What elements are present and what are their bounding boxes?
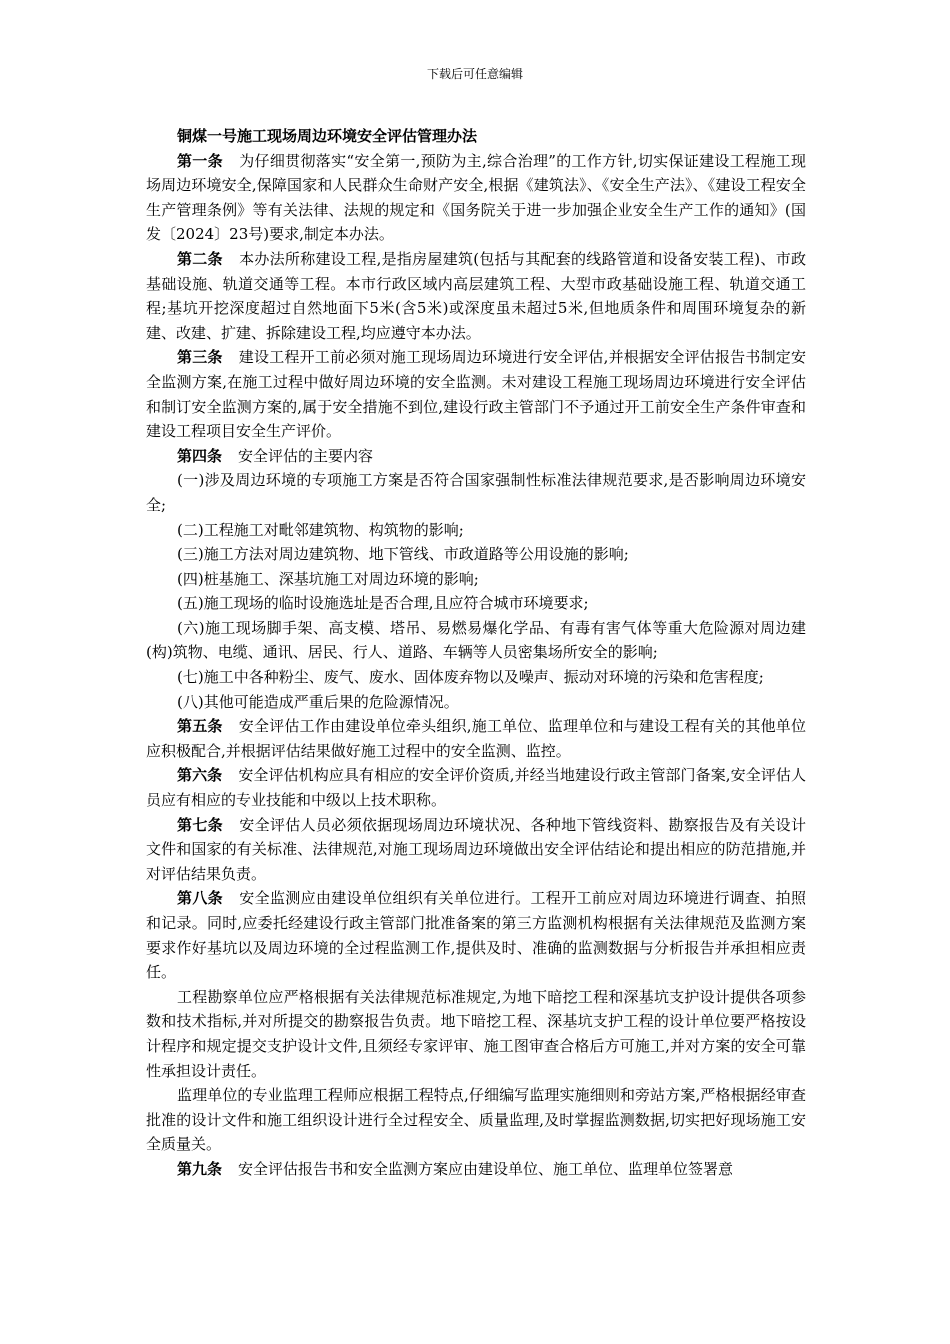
article-paragraph	[146, 444, 806, 469]
paragraph-text: (八)其他可能造成严重后果的危险源情况。	[177, 692, 459, 711]
article-paragraph	[146, 247, 806, 345]
body-paragraph	[146, 665, 806, 690]
paragraph-text: 工程勘察单位应严格根据有关法律规范标准规定,为地下暗挖工程和深基坑支护设计提供各项参数和技术指标,并对所提交的勘察报告负责。地下暗挖工程、深基坑支护工程的设计单位要严格按设计程序和规定提交支护设计文件,且须经专家评审、施工图审查合格后方可施工,并对方案的安全可靠性承担设计责任。	[146, 987, 806, 1080]
article-paragraph	[146, 149, 806, 247]
paragraph-text: 安全评估人员必须依据现场周边环境状况、各种地下管线资料、勘察报告及有关设计文件和国家的有关标准、法律规范,对施工现场周边环境做出安全评估结论和提出相应的防范措施,并对评估结果负责。	[146, 815, 806, 883]
body-paragraph	[146, 542, 806, 567]
body-paragraph	[146, 690, 806, 715]
paragraph-text: 安全评估的主要内容	[238, 446, 374, 465]
body-paragraph	[146, 591, 806, 616]
article-label: 第七条	[177, 815, 223, 834]
body-paragraph	[146, 567, 806, 592]
document-title: 铜煤一号施工现场周边环境安全评估管理办法	[177, 127, 478, 145]
paragraph-text: 建设工程开工前必须对施工现场周边环境进行安全评估,并根据安全评估报告书制定安全监测方案,在施工过程中做好周边环境的安全监测。未对建设工程施工现场周边环境进行安全评估和制订安全监测方案的,属于安全措施不到位,建设行政主管部门不予通过开工前安全生产条件审查和建设工程项目安全生产评价。	[146, 348, 806, 441]
paragraph-text: (一)涉及周边环境的专项施工方案是否符合国家强制性标准法律规范要求,是否影响周边环境安全;	[146, 471, 806, 514]
article-paragraph	[146, 813, 806, 887]
paragraph-text: (四)桩基施工、深基坑施工对周边环境的影响;	[177, 569, 479, 588]
article-label: 第二条	[177, 249, 223, 268]
body-paragraph	[146, 518, 806, 543]
article-label: 第八条	[177, 889, 223, 908]
article-label: 第六条	[177, 766, 223, 785]
document-body	[146, 124, 806, 1182]
article-paragraph	[146, 345, 806, 443]
paragraph-text: 安全评估报告书和安全监测方案应由建设单位、施工单位、监理单位签署意	[238, 1159, 734, 1178]
article-paragraph	[146, 1157, 806, 1182]
article-label: 第九条	[177, 1159, 223, 1178]
paragraph-text: (七)施工中各种粉尘、废气、废水、固体废弃物以及噪声、振动对环境的污染和危害程度;	[177, 668, 764, 687]
body-paragraph	[146, 468, 806, 517]
paragraph-text: 安全评估机构应具有相应的安全评价资质,并经当地建设行政主管部门备案,安全评估人员应有相应的专业技能和中级以上技术职称。	[146, 766, 806, 810]
paragraph-text: (六)施工现场脚手架、高支模、塔吊、易燃易爆化学品、有毒有害气体等重大危险源对周边建(构)筑物、电缆、通讯、居民、行人、道路、车辆等人员密集场所安全的影响;	[146, 618, 806, 662]
paragraph-text: 本办法所称建设工程,是指房屋建筑(包括与其配套的线路管道和设备安装工程)、市政基础设施、轨道交通等工程。本市行政区域内高层建筑工程、大型市政基础设施工程、轨道交通工程;基坑开挖深度超过自然地面下5米(含5米)或深度虽未超过5米,但地质条件和周围环境复杂的新建、改建、扩建、拆除建设工程,均应遵守本办法。	[146, 249, 806, 342]
paragraph-text: (三)施工方法对周边建筑物、地下管线、市政道路等公用设施的影响;	[177, 545, 629, 564]
article-label: 第五条	[177, 717, 223, 736]
body-paragraph	[146, 985, 806, 1083]
article-label: 第四条	[177, 446, 223, 465]
article-label: 第三条	[177, 348, 223, 367]
paragraph-text: (二)工程施工对毗邻建筑物、构筑物的影响;	[177, 520, 464, 539]
paragraph-text: 安全监测应由建设单位组织有关单位进行。工程开工前应对周边环境进行调查、拍照和记录。同时,应委托经建设行政主管部门批准备案的第三方监测机构根据有关法律规范及监测方案要求作好基坑以及周边环境的全过程监测工作,提供及时、准确的监测数据与分析报告并承担相应责任。	[146, 889, 806, 982]
paragraph-text: 监理单位的专业监理工程师应根据工程特点,仔细编写监理实施细则和旁站方案,严格根据经审查批准的设计文件和施工组织设计进行全过程安全、质量监理,及时掌握监测数据,切实把好现场施工安全质量关。	[146, 1086, 806, 1154]
article-paragraph	[146, 763, 806, 812]
article-label: 第一条	[177, 151, 223, 170]
paragraph-list	[146, 149, 806, 1182]
article-paragraph	[146, 714, 806, 763]
paragraph-text: 安全评估工作由建设单位牵头组织,施工单位、监理单位和与建设工程有关的其他单位应积极配合,并根据评估结果做好施工过程中的安全监测、监控。	[146, 717, 806, 760]
body-paragraph	[146, 616, 806, 665]
article-paragraph	[146, 886, 806, 984]
page-header: 下载后可任意编辑	[426, 67, 523, 81]
paragraph-text: (五)施工现场的临时设施选址是否合理,且应符合城市环境要求;	[177, 594, 589, 613]
paragraph-text: 为仔细贯彻落实“安全第一,预防为主,综合治理”的工作方针,切实保证建设工程施工现场周边环境安全,保障国家和人民群众生命财产安全,根据《建筑法》、《安全生产法》、《建设工程安全生产管理条例》等有关法律、法规的规定和《国务院关于进一步加强企业安全生产工作的通知》(国发〔2024〕23号)要求,制定本办法。	[146, 151, 806, 244]
body-paragraph	[146, 1083, 806, 1157]
